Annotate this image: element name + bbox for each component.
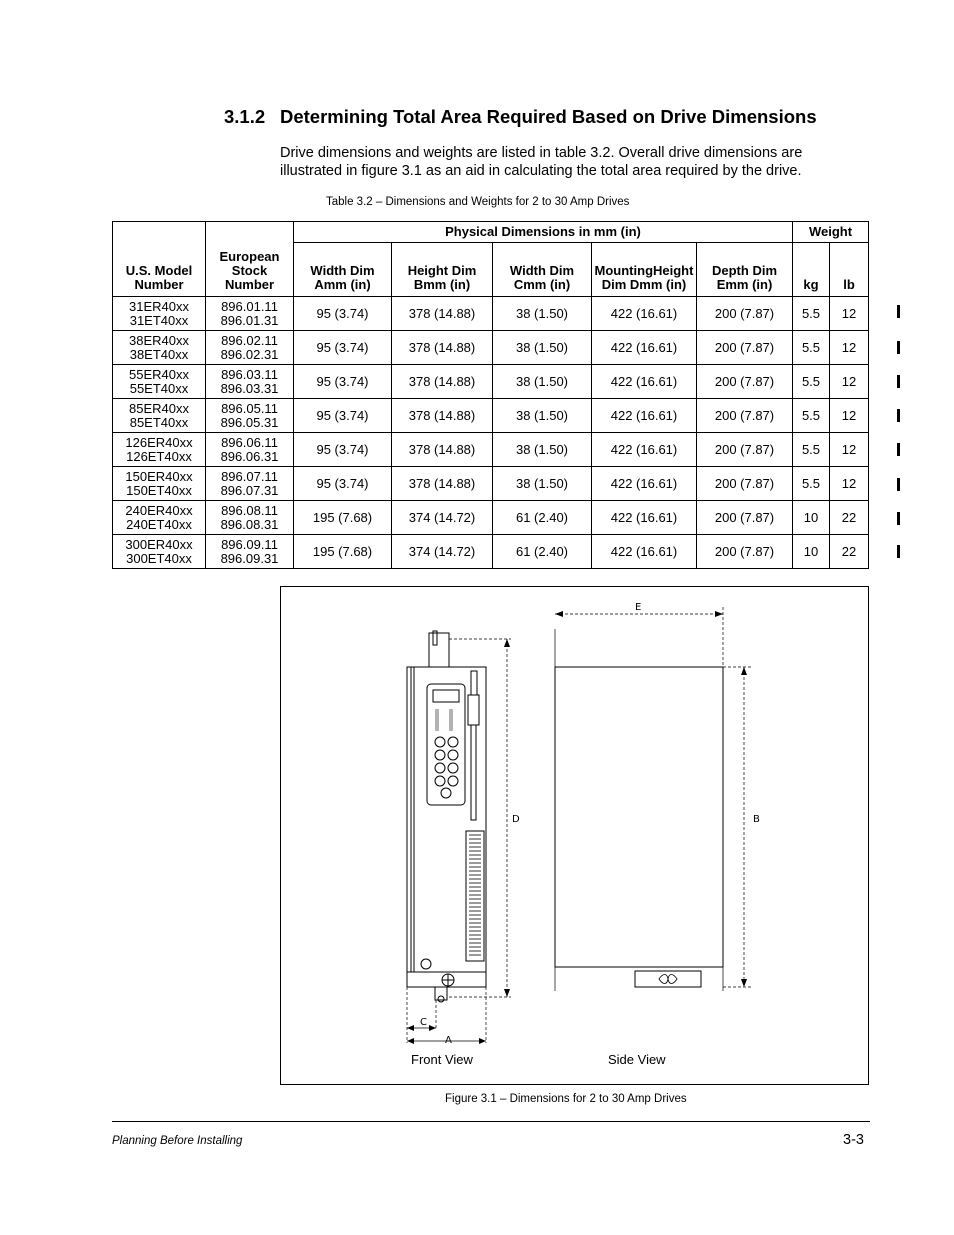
dim-label-a: A <box>445 1035 452 1046</box>
cell-height-b: 378 (14.88) <box>392 399 493 433</box>
dim-label-d: D <box>512 814 520 825</box>
cell-mounting-d: 422 (16.61) <box>592 331 697 365</box>
cell-width-a: 195 (7.68) <box>294 501 392 535</box>
cell-width-a: 95 (3.74) <box>294 433 392 467</box>
figure-caption: Figure 3.1 – Dimensions for 2 to 30 Amp Drives <box>445 1093 687 1105</box>
cell-depth-e: 200 (7.87) <box>697 501 793 535</box>
header-width-c: Width Dim Cmm (in) <box>493 243 592 297</box>
cell-us-model: 300ER40xx 300ET40xx <box>113 535 206 569</box>
cell-mounting-d: 422 (16.61) <box>592 501 697 535</box>
header-width-a: Width Dim Amm (in) <box>294 243 392 297</box>
change-bar <box>897 478 900 491</box>
cell-mounting-d: 422 (16.61) <box>592 433 697 467</box>
header-weight: Weight <box>793 222 869 243</box>
cell-lb: 22 <box>830 501 869 535</box>
cell-lb: 12 <box>830 365 869 399</box>
cell-european-stock: 896.02.11 896.02.31 <box>206 331 294 365</box>
cell-depth-e: 200 (7.87) <box>697 365 793 399</box>
cell-kg: 5.5 <box>793 399 830 433</box>
change-bar <box>897 545 900 558</box>
cell-depth-e: 200 (7.87) <box>697 331 793 365</box>
cell-kg: 10 <box>793 501 830 535</box>
cell-width-a: 95 (3.74) <box>294 467 392 501</box>
header-height-b: Height Dim Bmm (in) <box>392 243 493 297</box>
cell-european-stock: 896.08.11 896.08.31 <box>206 501 294 535</box>
cell-height-b: 378 (14.88) <box>392 365 493 399</box>
cell-depth-e: 200 (7.87) <box>697 467 793 501</box>
cell-width-c: 38 (1.50) <box>493 399 592 433</box>
intro-line: Drive dimensions and weights are listed in table 3.2. Overall drive dimensions are <box>280 145 803 161</box>
change-bar <box>897 512 900 525</box>
cell-kg: 5.5 <box>793 297 830 331</box>
cell-lb: 12 <box>830 331 869 365</box>
cell-us-model: 55ER40xx 55ET40xx <box>113 365 206 399</box>
cell-width-c: 38 (1.50) <box>493 467 592 501</box>
header-lb: lb <box>830 243 869 297</box>
cell-us-model: 38ER40xx 38ET40xx <box>113 331 206 365</box>
cell-us-model: 31ER40xx 31ET40xx <box>113 297 206 331</box>
cell-width-c: 61 (2.40) <box>493 535 592 569</box>
cell-depth-e: 200 (7.87) <box>697 535 793 569</box>
header-us-model: U.S. Model Number <box>113 222 206 297</box>
cell-mounting-d: 422 (16.61) <box>592 399 697 433</box>
cell-european-stock: 896.01.11 896.01.31 <box>206 297 294 331</box>
cell-depth-e: 200 (7.87) <box>697 433 793 467</box>
footer-rule <box>112 1121 870 1122</box>
cell-width-c: 38 (1.50) <box>493 331 592 365</box>
cell-width-c: 38 (1.50) <box>493 297 592 331</box>
cell-us-model: 150ER40xx 150ET40xx <box>113 467 206 501</box>
cell-european-stock: 896.05.11 896.05.31 <box>206 399 294 433</box>
header-european-stock: European Stock Number <box>206 222 294 297</box>
side-view-body <box>555 667 723 967</box>
cell-european-stock: 896.07.11 896.07.31 <box>206 467 294 501</box>
cell-lb: 12 <box>830 399 869 433</box>
cell-width-a: 95 (3.74) <box>294 365 392 399</box>
cell-lb: 12 <box>830 467 869 501</box>
cell-kg: 10 <box>793 535 830 569</box>
change-bar <box>897 409 900 422</box>
drive-dimension-drawing <box>281 587 868 1084</box>
header-kg: kg <box>793 243 830 297</box>
dimensions-table <box>112 221 869 569</box>
cell-width-a: 95 (3.74) <box>294 399 392 433</box>
cell-lb: 22 <box>830 535 869 569</box>
cell-width-a: 95 (3.74) <box>294 331 392 365</box>
cell-mounting-d: 422 (16.61) <box>592 467 697 501</box>
change-bar <box>897 341 900 354</box>
intro-line: illustrated in figure 3.1 as an aid in calculating the total area required by the drive. <box>280 163 802 179</box>
intro-paragraph <box>280 144 860 180</box>
cell-lb: 12 <box>830 433 869 467</box>
cell-height-b: 378 (14.88) <box>392 297 493 331</box>
cell-us-model: 126ER40xx 126ET40xx <box>113 433 206 467</box>
cell-us-model: 240ER40xx 240ET40xx <box>113 501 206 535</box>
table-row <box>113 433 869 467</box>
cell-us-model: 85ER40xx 85ET40xx <box>113 399 206 433</box>
front-view-label: Front View <box>411 1052 473 1067</box>
cell-european-stock: 896.03.11 896.03.31 <box>206 365 294 399</box>
cell-mounting-d: 422 (16.61) <box>592 535 697 569</box>
vent-grille <box>466 831 484 961</box>
table-caption: Table 3.2 – Dimensions and Weights for 2 to 30 Amp Drives <box>326 196 630 208</box>
dim-label-c: C <box>420 1017 427 1028</box>
change-bar <box>897 305 900 318</box>
cell-european-stock: 896.09.11 896.09.31 <box>206 535 294 569</box>
section-title: Determining Total Area Required Based on Drive Dimensions <box>280 106 817 127</box>
header-mounting-d: MountingHeight Dim Dmm (in) <box>592 243 697 297</box>
cell-width-c: 61 (2.40) <box>493 501 592 535</box>
header-depth-e: Depth Dim Emm (in) <box>697 243 793 297</box>
side-view-label: Side View <box>608 1052 666 1067</box>
cell-european-stock: 896.06.11 896.06.31 <box>206 433 294 467</box>
cell-kg: 5.5 <box>793 365 830 399</box>
cell-width-c: 38 (1.50) <box>493 433 592 467</box>
dim-label-b: B <box>753 814 760 825</box>
section-heading <box>224 106 817 128</box>
cell-width-c: 38 (1.50) <box>493 365 592 399</box>
cell-kg: 5.5 <box>793 331 830 365</box>
section-number: 3.1.2 <box>224 106 266 127</box>
cell-height-b: 374 (14.72) <box>392 501 493 535</box>
table-row <box>113 535 869 569</box>
table-row <box>113 399 869 433</box>
table-row <box>113 331 869 365</box>
table-row <box>113 501 869 535</box>
cell-depth-e: 200 (7.87) <box>697 297 793 331</box>
cell-height-b: 374 (14.72) <box>392 535 493 569</box>
cell-width-a: 195 (7.68) <box>294 535 392 569</box>
footer-chapter-title: Planning Before Installing <box>112 1135 243 1147</box>
table-row <box>113 365 869 399</box>
cell-kg: 5.5 <box>793 467 830 501</box>
cell-height-b: 378 (14.88) <box>392 433 493 467</box>
header-physical-dimensions: Physical Dimensions in mm (in) <box>294 222 793 243</box>
change-bar <box>897 443 900 456</box>
cell-width-a: 95 (3.74) <box>294 297 392 331</box>
figure-dimensions <box>280 586 869 1085</box>
cell-mounting-d: 422 (16.61) <box>592 297 697 331</box>
dim-label-e: E <box>635 602 642 613</box>
change-bar <box>897 375 900 388</box>
page-number: 3-3 <box>843 1132 864 1148</box>
cell-mounting-d: 422 (16.61) <box>592 365 697 399</box>
cell-height-b: 378 (14.88) <box>392 331 493 365</box>
cell-kg: 5.5 <box>793 433 830 467</box>
cell-depth-e: 200 (7.87) <box>697 399 793 433</box>
cell-lb: 12 <box>830 297 869 331</box>
cell-height-b: 378 (14.88) <box>392 467 493 501</box>
table-row <box>113 467 869 501</box>
table-row <box>113 297 869 331</box>
